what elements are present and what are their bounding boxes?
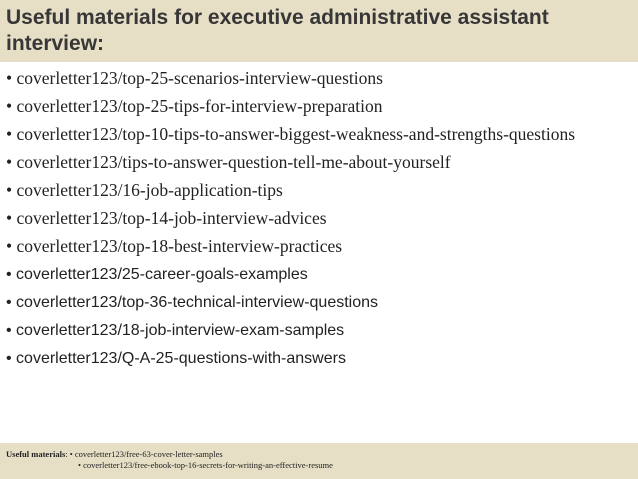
footer-notes <box>6 449 626 471</box>
list-item: • coverletter123/top-10-tips-to-answer-biggest-weakness-and-strengths-questions <box>6 124 576 144</box>
list-item: • coverletter123/top-25-scenarios-interview-questions <box>6 68 383 88</box>
footer-label: Useful materials <box>6 449 66 459</box>
list-item: • coverletter123/25-career-goals-examples <box>6 266 308 283</box>
list-item: • coverletter123/top-36-technical-interview-questions <box>6 294 379 311</box>
footer-link-1: : • coverletter123/free-63-cover-letter-samples <box>65 449 223 459</box>
list-item: • coverletter123/top-18-best-interview-practices <box>6 236 343 256</box>
list-item: • coverletter123/18-job-interview-exam-samples <box>6 322 345 339</box>
list-item: • coverletter123/Q-A-25-questions-with-answers <box>6 350 346 367</box>
slide-title: Useful materials for executive administrative assistant interview: <box>6 6 549 55</box>
materials-list <box>6 66 626 377</box>
footer-link-2: • coverletter123/free-ebook-top-16-secrets-for-writing-an-effective-resume <box>78 460 333 470</box>
list-item: • coverletter123/top-25-tips-for-interview-preparation <box>6 96 383 116</box>
footer-line-1 <box>6 449 626 460</box>
list-item: • coverletter123/16-job-application-tips <box>6 180 283 200</box>
list-item: • coverletter123/top-14-job-interview-advices <box>6 208 327 228</box>
list-item: • coverletter123/tips-to-answer-question-tell-me-about-yourself <box>6 152 451 172</box>
